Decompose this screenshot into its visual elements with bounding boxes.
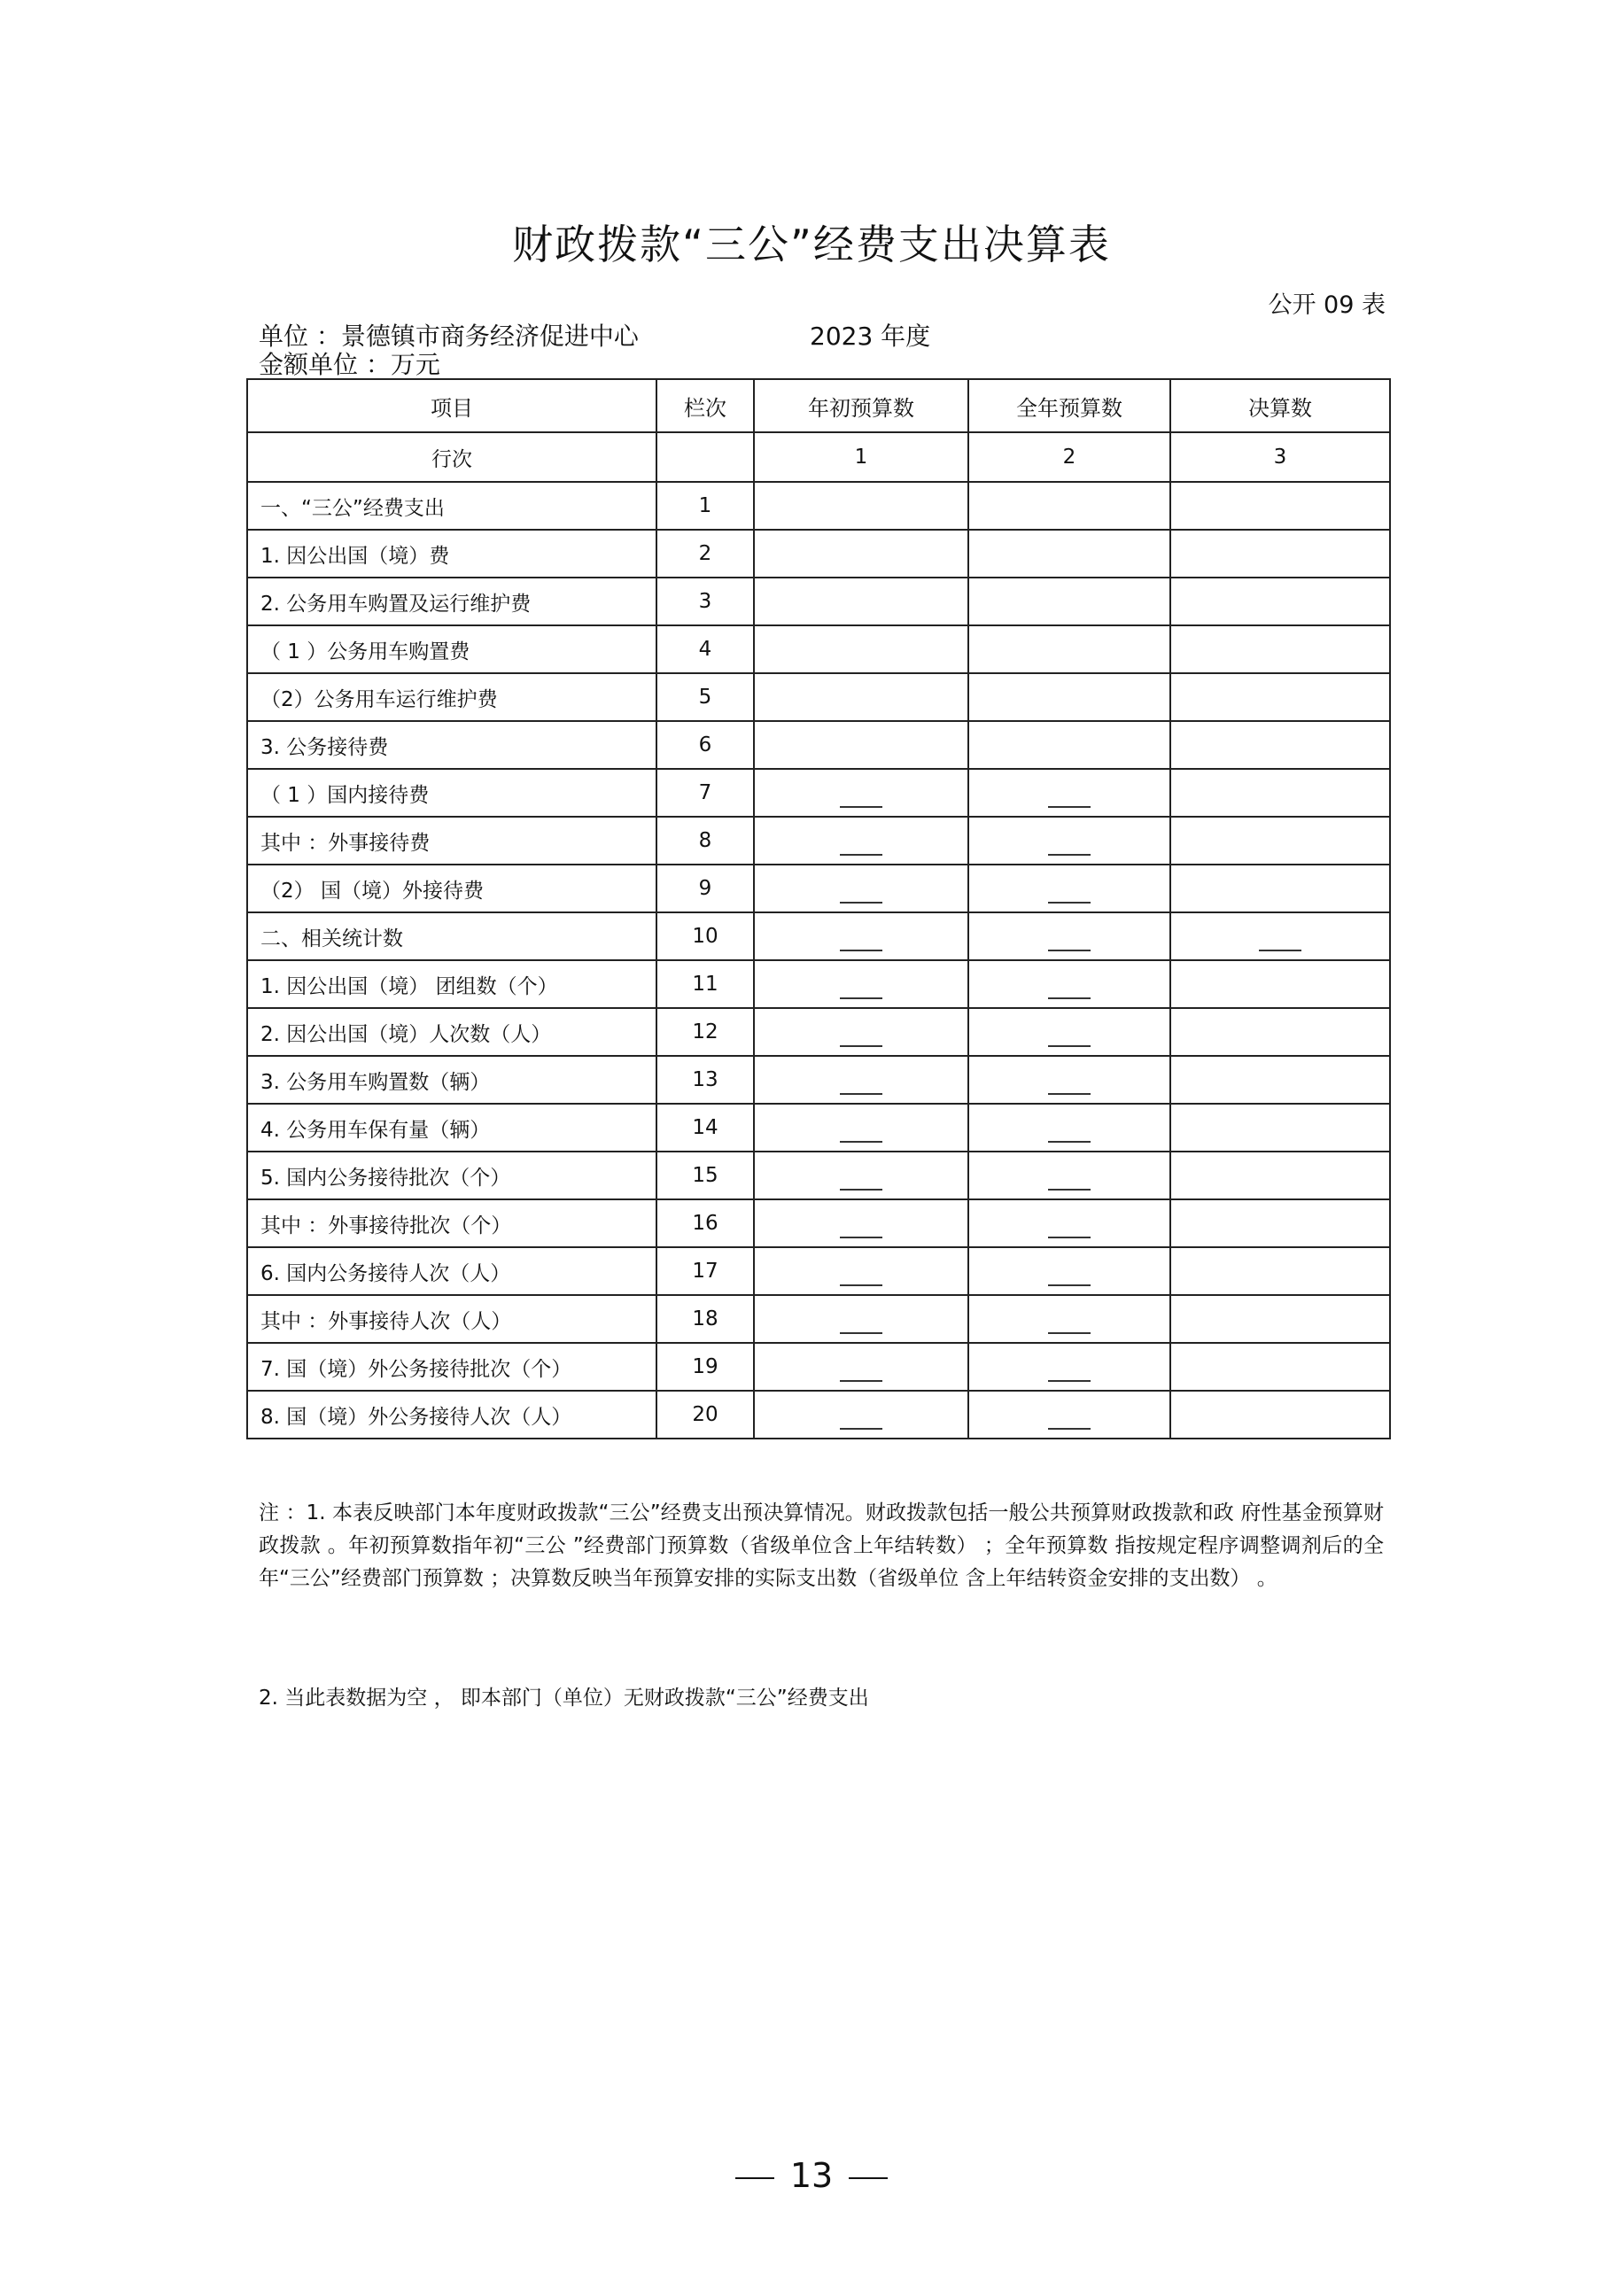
row-number: 11 xyxy=(656,960,754,1008)
annual-budget-cell xyxy=(968,721,1170,769)
not-applicable-dash xyxy=(840,1141,882,1143)
not-applicable-dash xyxy=(1048,1237,1091,1238)
table-row xyxy=(247,482,1390,530)
col-header-initial-budget: 年初预算数 xyxy=(754,379,968,432)
initial-budget-cell xyxy=(754,578,968,625)
table-row xyxy=(247,960,1390,1008)
final-accounts-cell xyxy=(1170,1247,1390,1295)
annual-budget-cell xyxy=(968,1008,1170,1056)
index-row-blank xyxy=(656,432,754,482)
row-number: 15 xyxy=(656,1152,754,1199)
table-row xyxy=(247,817,1390,865)
not-applicable-dash xyxy=(840,1093,882,1095)
row-label: 1. 因公出国（境） 团组数（个） xyxy=(247,960,656,1008)
annual-budget-cell xyxy=(968,1391,1170,1439)
final-accounts-cell xyxy=(1170,721,1390,769)
not-applicable-dash xyxy=(1048,1189,1091,1191)
not-applicable-dash xyxy=(840,1045,882,1047)
row-number: 4 xyxy=(656,625,754,673)
table-row xyxy=(247,721,1390,769)
annual-budget-cell xyxy=(968,673,1170,721)
row-number: 10 xyxy=(656,912,754,960)
annual-budget-cell xyxy=(968,1104,1170,1152)
not-applicable-dash xyxy=(1048,1380,1091,1382)
row-label: 其中 ：外事接待费 xyxy=(247,817,656,865)
row-label: 7. 国（境）外公务接待批次（个） xyxy=(247,1343,656,1391)
row-number: 18 xyxy=(656,1295,754,1343)
final-accounts-cell xyxy=(1170,865,1390,912)
page-number-dash-left xyxy=(735,2177,774,2179)
final-accounts-cell xyxy=(1170,530,1390,578)
not-applicable-dash xyxy=(1048,1141,1091,1143)
table-row xyxy=(247,530,1390,578)
annual-budget-cell xyxy=(968,1199,1170,1247)
row-number: 19 xyxy=(656,1343,754,1391)
row-label: 4. 公务用车保有量（辆） xyxy=(247,1104,656,1152)
not-applicable-dash xyxy=(1048,1332,1091,1334)
annual-budget-cell xyxy=(968,865,1170,912)
row-number: 6 xyxy=(656,721,754,769)
final-accounts-cell xyxy=(1170,1152,1390,1199)
row-label: 3. 公务用车购置数（辆） xyxy=(247,1056,656,1104)
unit-name: 单位 ：景德镇市商务经济促进中心 xyxy=(259,322,639,351)
not-applicable-dash xyxy=(840,1428,882,1430)
fiscal-year: 2023 年度 xyxy=(810,322,931,351)
final-accounts-cell xyxy=(1170,1343,1390,1391)
initial-budget-cell xyxy=(754,960,968,1008)
not-applicable-dash xyxy=(840,997,882,999)
not-applicable-dash xyxy=(840,806,882,808)
table-row xyxy=(247,625,1390,673)
annual-budget-cell xyxy=(968,960,1170,1008)
annual-budget-cell xyxy=(968,1056,1170,1104)
not-applicable-dash xyxy=(1048,997,1091,999)
initial-budget-cell xyxy=(754,865,968,912)
final-accounts-cell xyxy=(1170,769,1390,817)
annual-budget-cell xyxy=(968,530,1170,578)
not-applicable-dash xyxy=(840,854,882,856)
row-label: 其中 ：外事接待人次（人） xyxy=(247,1295,656,1343)
row-label: 二、相关统计数 xyxy=(247,912,656,960)
row-number: 9 xyxy=(656,865,754,912)
annual-budget-cell xyxy=(968,1152,1170,1199)
annual-budget-cell xyxy=(968,625,1170,673)
row-number: 3 xyxy=(656,578,754,625)
not-applicable-dash xyxy=(1048,1428,1091,1430)
row-number: 5 xyxy=(656,673,754,721)
initial-budget-cell xyxy=(754,1008,968,1056)
table-row xyxy=(247,1391,1390,1439)
annual-budget-cell xyxy=(968,482,1170,530)
not-applicable-dash xyxy=(1048,950,1091,951)
not-applicable-dash xyxy=(840,950,882,951)
annual-budget-cell xyxy=(968,1247,1170,1295)
row-number: 12 xyxy=(656,1008,754,1056)
index-row-label: 行次 xyxy=(247,432,656,482)
initial-budget-cell xyxy=(754,1199,968,1247)
not-applicable-dash xyxy=(1259,950,1301,951)
initial-budget-cell xyxy=(754,1152,968,1199)
not-applicable-dash xyxy=(1048,1045,1091,1047)
table-header-row xyxy=(247,379,1390,432)
final-accounts-cell xyxy=(1170,625,1390,673)
expenditure-table xyxy=(246,378,1391,1439)
not-applicable-dash xyxy=(840,1332,882,1334)
annual-budget-cell xyxy=(968,1343,1170,1391)
table-row xyxy=(247,865,1390,912)
final-accounts-cell xyxy=(1170,1056,1390,1104)
final-accounts-cell xyxy=(1170,912,1390,960)
table-row xyxy=(247,1199,1390,1247)
table-row xyxy=(247,912,1390,960)
row-label: 8. 国（境）外公务接待人次（人） xyxy=(247,1391,656,1439)
not-applicable-dash xyxy=(840,1237,882,1238)
not-applicable-dash xyxy=(1048,854,1091,856)
not-applicable-dash xyxy=(840,902,882,904)
row-label: 其中 ：外事接待批次（个） xyxy=(247,1199,656,1247)
row-label: （ 1 ）公务用车购置费 xyxy=(247,625,656,673)
col-header-item: 项目 xyxy=(247,379,656,432)
initial-budget-cell xyxy=(754,1104,968,1152)
not-applicable-dash xyxy=(1048,1093,1091,1095)
row-label: 5. 国内公务接待批次（个） xyxy=(247,1152,656,1199)
initial-budget-cell xyxy=(754,673,968,721)
index-row-c2: 2 xyxy=(968,432,1170,482)
page-title: 财政拨款“三公”经费支出决算表 xyxy=(512,221,1111,268)
table-note-empty-data: 2. 当此表数据为空 ， 即本部门（单位）无财政拨款“三公”经费支出 xyxy=(259,1687,869,1710)
initial-budget-cell xyxy=(754,625,968,673)
initial-budget-cell xyxy=(754,769,968,817)
not-applicable-dash xyxy=(840,1380,882,1382)
final-accounts-cell xyxy=(1170,673,1390,721)
annual-budget-cell xyxy=(968,1295,1170,1343)
row-number: 8 xyxy=(656,817,754,865)
row-label: （ 1 ）国内接待费 xyxy=(247,769,656,817)
annual-budget-cell xyxy=(968,578,1170,625)
table-row xyxy=(247,1056,1390,1104)
index-row xyxy=(247,432,1390,482)
page-number: 13 xyxy=(789,2156,834,2195)
row-number: 14 xyxy=(656,1104,754,1152)
final-accounts-cell xyxy=(1170,1391,1390,1439)
final-accounts-cell xyxy=(1170,482,1390,530)
not-applicable-dash xyxy=(1048,1284,1091,1286)
not-applicable-dash xyxy=(840,1284,882,1286)
row-number: 7 xyxy=(656,769,754,817)
index-row-c1: 1 xyxy=(754,432,968,482)
initial-budget-cell xyxy=(754,1295,968,1343)
form-number: 公开 09 表 xyxy=(1268,291,1386,319)
row-label: 1. 因公出国（境）费 xyxy=(247,530,656,578)
final-accounts-cell xyxy=(1170,1199,1390,1247)
initial-budget-cell xyxy=(754,817,968,865)
row-label: （2）公务用车运行维护费 xyxy=(247,673,656,721)
row-number: 16 xyxy=(656,1199,754,1247)
table-row xyxy=(247,1008,1390,1056)
annual-budget-cell xyxy=(968,769,1170,817)
row-label: 6. 国内公务接待人次（人） xyxy=(247,1247,656,1295)
final-accounts-cell xyxy=(1170,1008,1390,1056)
table-row xyxy=(247,578,1390,625)
not-applicable-dash xyxy=(840,1189,882,1191)
col-header-column-no: 栏次 xyxy=(656,379,754,432)
row-number: 1 xyxy=(656,482,754,530)
money-unit: 金额单位 ：万元 xyxy=(259,350,440,379)
final-accounts-cell xyxy=(1170,1104,1390,1152)
table-row xyxy=(247,1152,1390,1199)
table-notes: 注 ：1. 本表反映部门本年度财政拨款“三公”经费支出预决算情况。财政拨款包括一般公共预算财政拨款和政 府性基金预算财政拨款 。年初预算数指年初“三公 ”经费部门预算数（省级单位含上年结转数） ；全年预算数 指按规定程序调整调剂后的全年“三公”经费部门预算数 ；决算数反映当年预算安排的实际支出数（省级单位 含上年结转资金安排的支出数） 。 xyxy=(259,1501,1384,1590)
table-row xyxy=(247,673,1390,721)
row-label: 2. 因公出国（境）人次数（人） xyxy=(247,1008,656,1056)
row-number: 2 xyxy=(656,530,754,578)
initial-budget-cell xyxy=(754,1056,968,1104)
table-row xyxy=(247,769,1390,817)
final-accounts-cell xyxy=(1170,1295,1390,1343)
row-label: 2. 公务用车购置及运行维护费 xyxy=(247,578,656,625)
annual-budget-cell xyxy=(968,817,1170,865)
initial-budget-cell xyxy=(754,530,968,578)
row-label: 一、“三公”经费支出 xyxy=(247,482,656,530)
initial-budget-cell xyxy=(754,1391,968,1439)
col-header-final-accounts: 决算数 xyxy=(1170,379,1390,432)
row-label: 3. 公务接待费 xyxy=(247,721,656,769)
initial-budget-cell xyxy=(754,1343,968,1391)
table-row xyxy=(247,1343,1390,1391)
annual-budget-cell xyxy=(968,912,1170,960)
page-number-footer xyxy=(0,2156,1623,2195)
initial-budget-cell xyxy=(754,912,968,960)
initial-budget-cell xyxy=(754,1247,968,1295)
initial-budget-cell xyxy=(754,721,968,769)
not-applicable-dash xyxy=(1048,902,1091,904)
not-applicable-dash xyxy=(1048,806,1091,808)
page-number-dash-right xyxy=(849,2177,888,2179)
row-number: 17 xyxy=(656,1247,754,1295)
table-row xyxy=(247,1295,1390,1343)
col-header-annual-budget: 全年预算数 xyxy=(968,379,1170,432)
row-number: 20 xyxy=(656,1391,754,1439)
table-row xyxy=(247,1247,1390,1295)
row-number: 13 xyxy=(656,1056,754,1104)
final-accounts-cell xyxy=(1170,960,1390,1008)
final-accounts-cell xyxy=(1170,817,1390,865)
table-row xyxy=(247,1104,1390,1152)
row-label: （2） 国（境）外接待费 xyxy=(247,865,656,912)
index-row-c3: 3 xyxy=(1170,432,1390,482)
initial-budget-cell xyxy=(754,482,968,530)
final-accounts-cell xyxy=(1170,578,1390,625)
